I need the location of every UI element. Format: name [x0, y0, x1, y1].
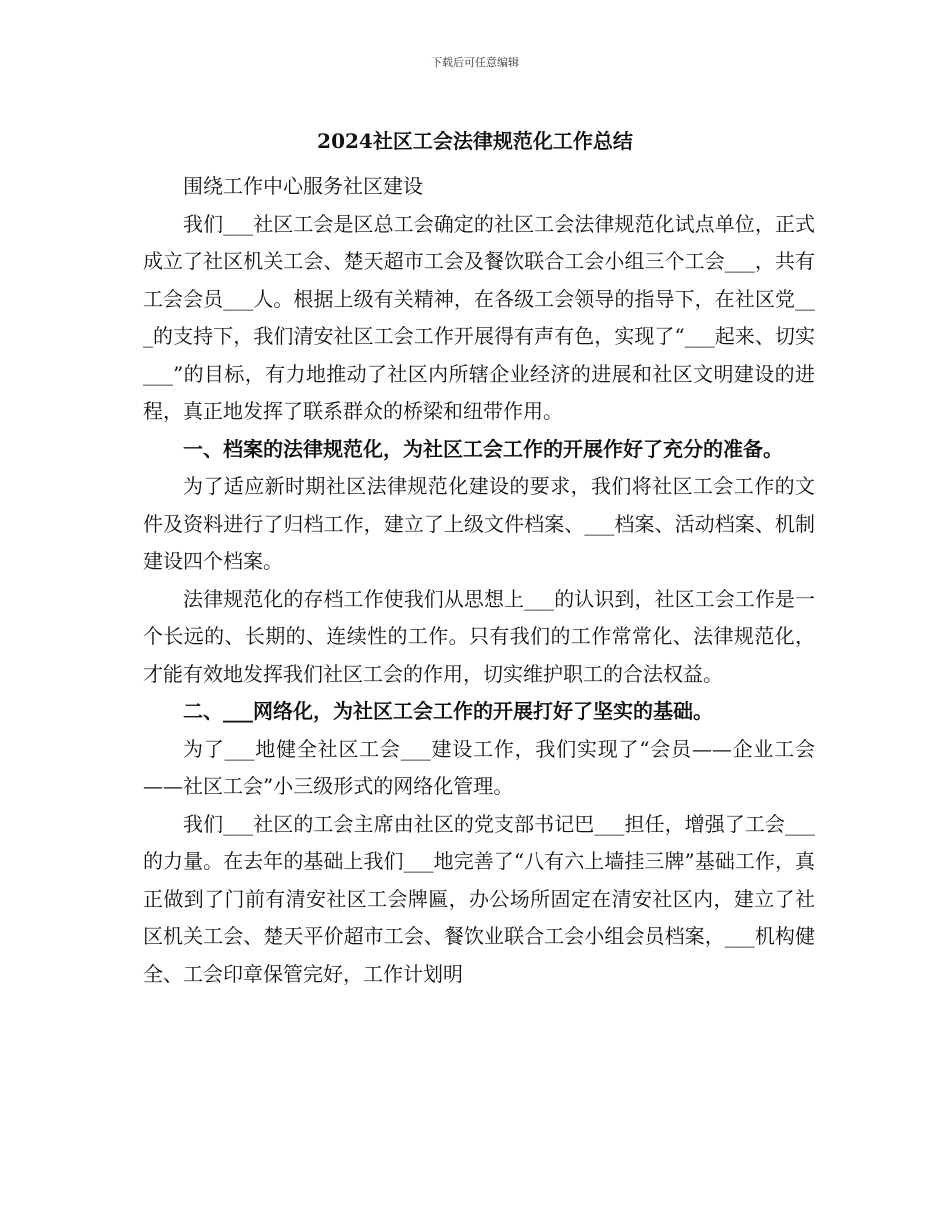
paragraph-archives: 为了适应新时期社区法律规范化建设的要求，我们将社区工会工作的文件及资料进行了归档工作，建立了上级文件档案、___档案、活动档案、机制建设四个档案。	[143, 474, 815, 573]
section-heading-2: 二、___网络化，为社区工会工作的开展打好了坚实的基础。	[183, 699, 713, 723]
paragraph-overview: 我们___社区工会是区总工会确定的社区工会法律规范化试点单位，正式成立了社区机关工会、楚天超市工会及餐饮联合工会小组三个工会___，共有工会会员___人。根据上级有关精神，在各级工会领导的指导下，在社区党___的支持下，我们清安社区工会工作开展得有声有色，实现了“___起来、切实___”的目标，有力地推动了社区内所辖企业经济的进展和社区文明建设的进程，真正地发挥了联系群众的桥梁和纽带作用。	[143, 211, 815, 423]
paragraph-chairman: 我们___社区的工会主席由社区的党支部书记巴___担任，增强了工会___的力量。在去年的基础上我们___地完善了“八有六上墙挂三牌”基础工作，真正做到了门前有清安社区工会牌匾，办公场所固定在清安社区内，建立了社区机关工会、楚天平价超市工会、餐饮业联合工会小组会员档案，___机构健全、工会印章保管完好，工作计划明	[143, 811, 815, 986]
document-title: 2024社区工会法律规范化工作总结	[317, 129, 633, 153]
header-note: 下载后可任意编辑	[431, 56, 519, 69]
paragraph-intro: 围绕工作中心服务社区建设	[183, 174, 423, 198]
document-body	[143, 168, 815, 993]
paragraph-archiving-understanding: 法律规范化的存档工作使我们从思想上___的认识到，社区工会工作是一个长远的、长期的、连续性的工作。只有我们的工作常常化、法律规范化，才能有效地发挥我们社区工会的作用，切实维护职工的合法权益。	[143, 586, 815, 686]
paragraph-network: 为了___地健全社区工会___建设工作，我们实现了“会员——企业工会——社区工会”小三级形式的网络化管理。	[143, 736, 815, 798]
section-heading-1: 一、档案的法律规范化，为社区工会工作的开展作好了充分的准备。	[183, 436, 783, 461]
